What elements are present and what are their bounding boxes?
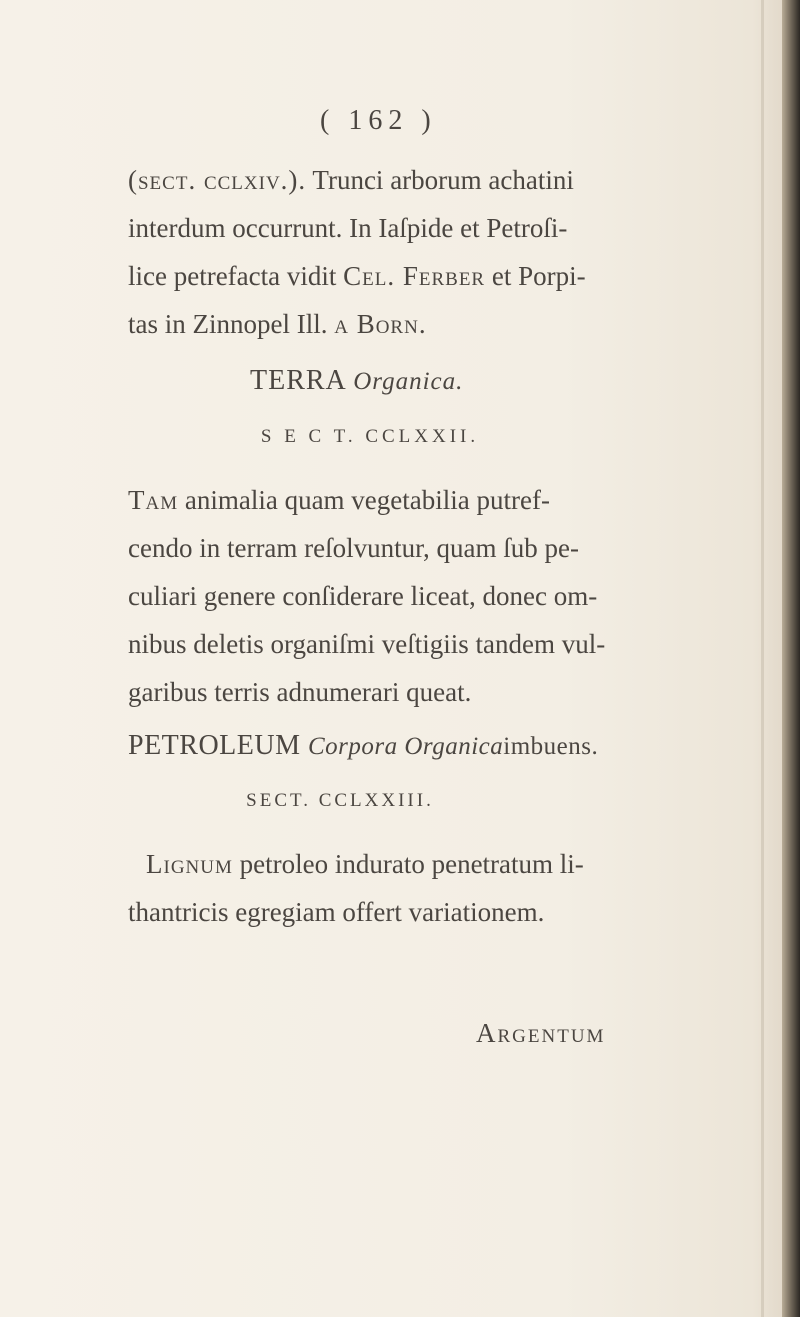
section1-heading-italic: Organica.	[353, 368, 464, 395]
section2-heading	[128, 730, 598, 762]
section2-lead: Lignum	[146, 849, 233, 879]
para1-line2: interdum occurrunt. In Iaſpide et Petroſi-	[128, 213, 568, 243]
section1-line5: garibus terris adnumerari queat.	[128, 677, 472, 707]
section1-heading-main: TERRA	[250, 365, 346, 396]
section1-line1	[128, 483, 658, 517]
section1-heading	[250, 365, 463, 397]
section1-lead: Tam	[128, 485, 179, 515]
para1-line4	[128, 307, 658, 341]
para1-line3-c: et Porpi-	[485, 261, 586, 291]
section2-line1-text: petroleo indurato penetratum li-	[232, 849, 584, 879]
para1-line3-a: lice petrefacta vidit	[128, 261, 344, 291]
section2-line2: thantricis egregiam offert variationem.	[128, 897, 545, 927]
section1-sect-label: S E C T. CCLXXII.	[260, 426, 480, 447]
para1-line1-text: Trunci arborum achatini	[306, 165, 574, 195]
section2-sect-label: SECT. CCLXXIII.	[246, 790, 434, 811]
para1-line4-a: tas in Zinnopel Ill.	[128, 309, 335, 339]
para1-line1	[128, 163, 658, 197]
para1-section-ref: (sect. cclxiv.).	[128, 165, 307, 195]
page-crease	[761, 0, 764, 1317]
author-ferber: Cel. Ferber	[343, 261, 486, 291]
section1-line1-text: animalia quam vegetabilia putref-	[178, 485, 550, 515]
page-number: ( 162 )	[320, 105, 437, 136]
catchword: Argentum	[476, 1018, 606, 1048]
section2-line1	[146, 847, 676, 881]
author-born: a Born.	[334, 309, 427, 339]
section2-heading-main: PETROLEUM	[128, 730, 301, 761]
section1-line2: cendo in terram reſolvuntur, quam ſub pe-	[128, 533, 580, 563]
section1-line3: culiari genere conſiderare liceat, donec om-	[128, 581, 598, 611]
section2-heading-tail: imbuens.	[503, 733, 599, 760]
page-edge	[782, 0, 800, 1317]
section2-heading-italic: Corpora Organica	[308, 733, 504, 760]
para1-line3	[128, 259, 658, 293]
section1-line4: nibus deletis organiſmi veſtigiis tandem vul-	[128, 629, 606, 659]
